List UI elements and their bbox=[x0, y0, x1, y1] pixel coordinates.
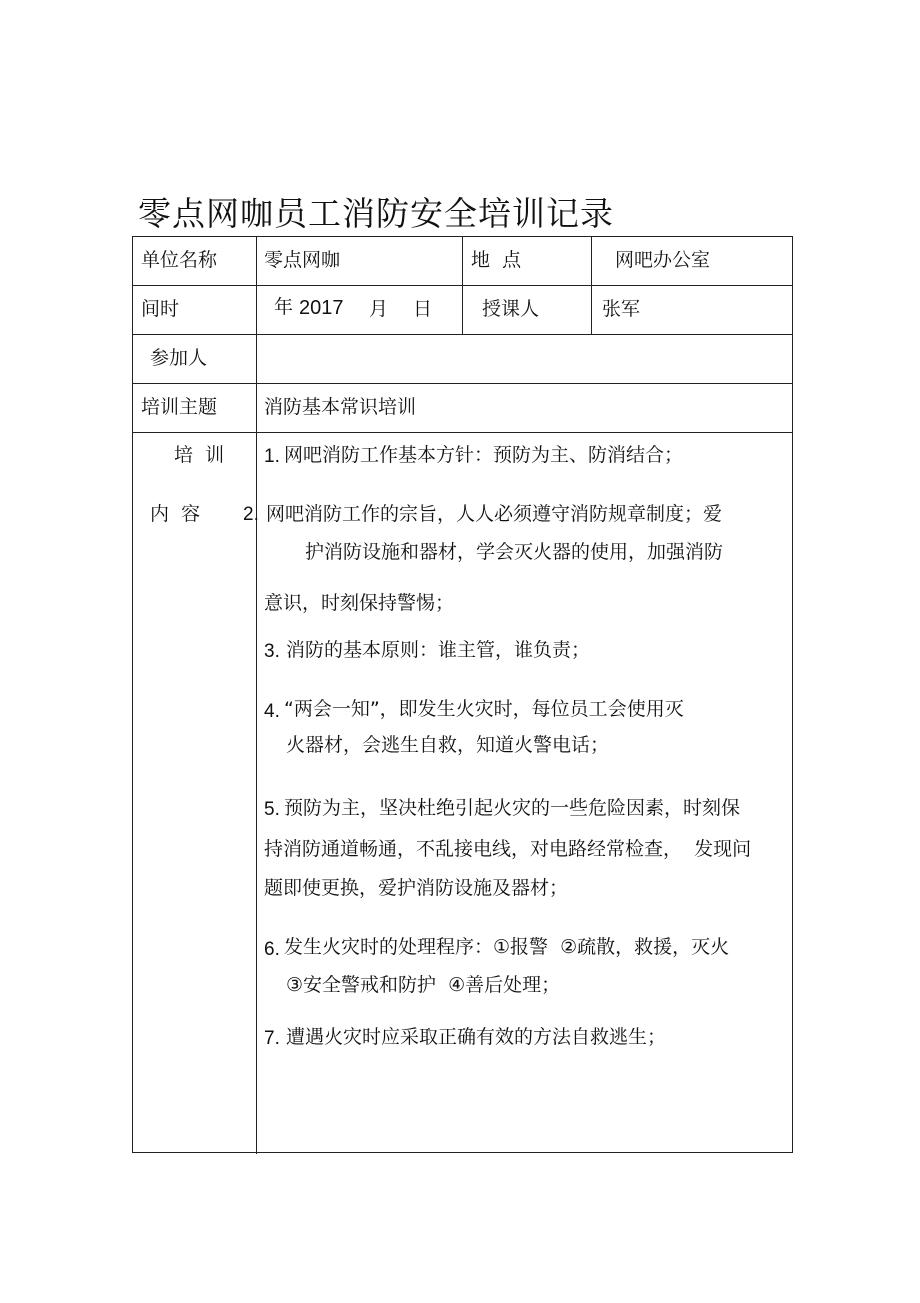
lecturer-label: 授课人 bbox=[482, 298, 540, 320]
item-4-text-line1: “两会一知”，即发生火灾时，每位员工会使用灭 bbox=[284, 698, 684, 720]
item-7-text: 遭遇火灾时应采取正确有效的方法自救逃生； bbox=[286, 1026, 667, 1048]
item-6-number: 6. bbox=[264, 939, 280, 960]
item-3-number: 3. bbox=[264, 641, 280, 662]
item-1-number: 1. bbox=[264, 446, 280, 467]
unit-label: 单位名称 bbox=[141, 249, 218, 271]
date-day-char: 日 bbox=[413, 298, 433, 320]
lecturer-value: 张军 bbox=[602, 298, 641, 320]
item-5-text-line2: 持消防通道畅通，不乱接电线，对电路经常检查， 发现问 bbox=[264, 838, 752, 860]
date-month-char: 月 bbox=[369, 298, 389, 320]
training-record-table bbox=[132, 236, 793, 1153]
row-divider bbox=[133, 334, 792, 335]
column-divider bbox=[462, 237, 463, 334]
time-label: 间时 bbox=[141, 298, 180, 320]
date-year-char: 年 bbox=[274, 296, 294, 318]
item-1-text: 网吧消防工作基本方针：预防为主、防消结合； bbox=[284, 444, 684, 466]
item-2-text-line1: 网吧消防工作的宗旨，人人必须遵守消防规章制度；爱 bbox=[266, 503, 723, 525]
item-6-text-line1: 发生火灾时的处理程序：①报警 ②疏散，救援，灭火 bbox=[284, 936, 730, 958]
content-label-line2: 内 容 bbox=[150, 503, 201, 525]
item-4-text-line2: 火器材，会逃生自救，知道火警电话； bbox=[286, 734, 610, 756]
item-4-number: 4. bbox=[264, 701, 280, 722]
place-value: 网吧办公室 bbox=[615, 249, 711, 271]
item-6-text-line2: ③安全警戒和防护 ④善后处理； bbox=[286, 974, 561, 996]
item-2-text-line2: 护消防设施和器材，学会灭火器的使用，加强消防 bbox=[305, 541, 724, 563]
place-label: 地 点 bbox=[471, 249, 522, 271]
item-3-text: 消防的基本原则：谁主管，谁负责； bbox=[286, 639, 591, 661]
row-divider bbox=[133, 432, 792, 433]
date-year: 2017 bbox=[299, 297, 344, 319]
column-divider bbox=[256, 237, 257, 1154]
unit-value: 零点网咖 bbox=[264, 249, 341, 271]
column-divider bbox=[591, 237, 592, 334]
item-7-number: 7. bbox=[264, 1028, 280, 1049]
row-divider bbox=[133, 383, 792, 384]
page-title: 零点网咖员工消防安全培训记录 bbox=[138, 194, 614, 233]
attendees-label: 参加人 bbox=[150, 347, 208, 369]
topic-label: 培训主题 bbox=[141, 396, 218, 418]
topic-value: 消防基本常识培训 bbox=[264, 396, 417, 418]
content-label-line1: 培 训 bbox=[174, 444, 225, 466]
item-2-number: 2. bbox=[243, 504, 259, 525]
item-5-number: 5. bbox=[264, 799, 280, 820]
item-5-text-line1: 预防为主，坚决杜绝引起火灾的一些危险因素，时刻保 bbox=[284, 797, 741, 819]
item-2-text-line3: 意识，时刻保持警惕； bbox=[264, 592, 455, 614]
item-5-text-line3: 题即使更换，爱护消防设施及器材； bbox=[264, 877, 569, 899]
